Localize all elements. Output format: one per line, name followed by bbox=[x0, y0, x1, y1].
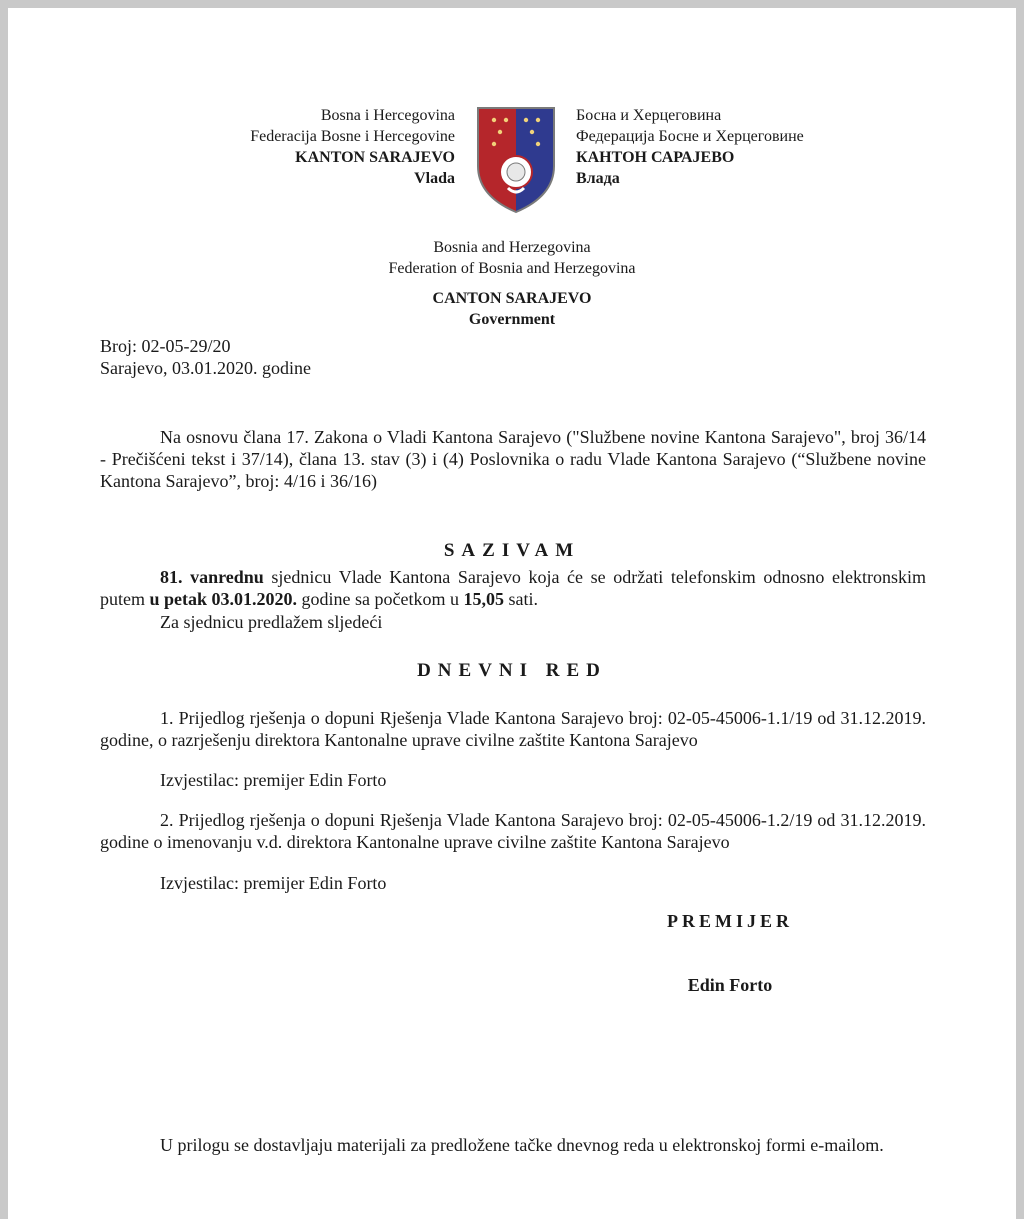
convocation-text-1: sjednicu Vlade Kantona Sarajevo koja će se održati telefonskim odnosno elektronskim putem bbox=[100, 567, 926, 609]
signature-name: Edin Forto bbox=[687, 975, 773, 995]
session-time: 15,05 bbox=[463, 589, 504, 609]
header-right-country: Босна и Херцеговина bbox=[576, 107, 722, 124]
reference-place-date: Sarajevo, 03.01.2020. godine bbox=[100, 358, 311, 378]
convocation-paragraph bbox=[100, 566, 926, 610]
header-english-government: Government bbox=[468, 311, 556, 328]
header-english-canton: CANTON SARAJEVO bbox=[432, 290, 592, 307]
signature-title: PREMIJER bbox=[667, 911, 793, 931]
session-day: u petak 03.01.2020. bbox=[149, 589, 298, 609]
header-right-canton: КАНТОН САРАЈЕВО bbox=[576, 149, 735, 166]
convocation-text-2: godine sa početkom u bbox=[297, 589, 464, 609]
header-left-canton: KANTON SARAJEVO bbox=[295, 149, 455, 166]
agenda-item-1: 1. Prijedlog rješenja o dopuni Rješenja Vlade Kantona Sarajevo broj: 02-05-45006-1.1/19 od 31.12.2019. godine, o razrješenju direktora Kantonalne uprave civilne zaštite Kantona Sarajevo bbox=[100, 708, 926, 750]
canton-coat-of-arms-icon bbox=[474, 104, 558, 216]
agenda-item-2-reporter: Izvjestilac: premijer Edin Forto bbox=[160, 873, 387, 893]
header-right-government: Влада bbox=[576, 170, 620, 187]
header-left-federation: Federacija Bosne i Hercegovine bbox=[250, 128, 455, 145]
agenda-item-1-reporter: Izvjestilac: premijer Edin Forto bbox=[160, 770, 387, 790]
header-english-authority bbox=[8, 288, 1016, 330]
reference-number: Broj: 02-05-29/20 bbox=[100, 336, 231, 356]
convocation-title: SAZIVAM bbox=[443, 540, 581, 561]
reference-block bbox=[100, 335, 311, 379]
agenda-title: DNEVNI RED bbox=[417, 660, 607, 681]
header-english-block bbox=[8, 237, 1016, 279]
header-left-block bbox=[8, 105, 455, 189]
header-left-government: Vlada bbox=[414, 170, 455, 187]
session-number: 81. vanrednu bbox=[160, 567, 264, 587]
attachment-note: U prilogu se dostavljaju materijali za predložene tačke dnevnog reda u elektronskoj formi e-mailom. bbox=[160, 1135, 884, 1155]
header-english-federation: Federation of Bosnia and Herzegovina bbox=[388, 260, 636, 277]
header-right-block bbox=[576, 105, 804, 189]
header-left-country: Bosna i Hercegovina bbox=[320, 107, 455, 124]
proposal-line: Za sjednicu predlažem sljedeći bbox=[160, 612, 383, 632]
agenda-item-2: 2. Prijedlog rješenja o dopuni Rješenja Vlade Kantona Sarajevo broj: 02-05-45006-1.2/19 od 31.12.2019. godine o imenovanju v.d. direktora Kantonalne uprave civilne zaštite Kantona Sarajevo bbox=[100, 810, 926, 852]
document-page bbox=[8, 8, 1016, 1219]
convocation-text-3: sati. bbox=[503, 589, 538, 609]
header-right-federation: Федерација Босне и Херцеговине bbox=[576, 128, 804, 145]
legal-basis-paragraph: Na osnovu člana 17. Zakona o Vladi Kantona Sarajevo ("Službene novine Kantona Sarajevo", broj 36/14 - Prečišćeni tekst i 37/14), člana 13. stav (3) i (4) Poslovnika o radu Vlade Kantona Sarajevo (“Službene novine Kantona Sarajevo”, broj: 4/16 i 36/16) bbox=[100, 427, 926, 491]
header-english-country: Bosnia and Herzegovina bbox=[433, 239, 591, 256]
